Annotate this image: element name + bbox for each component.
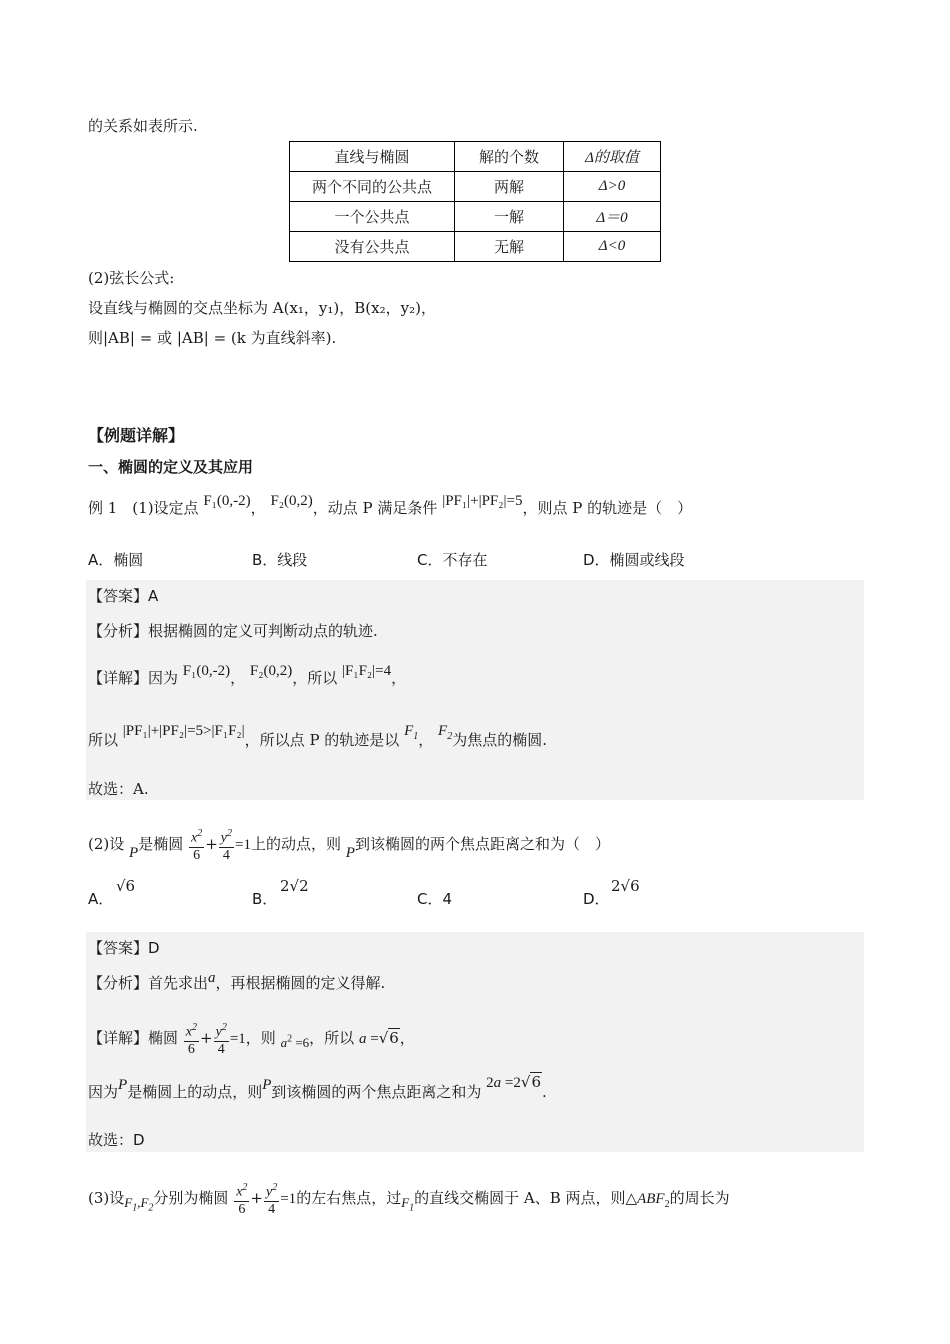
detail-1-label: 【详解】因为 (88, 669, 179, 687)
point-f1: F₁(0,-2) (203, 493, 251, 509)
option-a: A． (88, 890, 114, 908)
option-b-value: 2√2 (280, 877, 309, 895)
ex1-q2-prefix: (2)设 (88, 834, 125, 853)
ex1-q3-line: (3)设$F_1,F_2$分别为椭圆 $\frac{x^2}{6}$ + $\frac{y^2}{4}$ =1的左右焦点，过$F_1$的直线交椭圆于 A、B 两点，则$\triangle ABF_2$的周长为 (88, 1182, 730, 1217)
ex1-q2-mid: 是椭圆 (138, 834, 184, 853)
option-c: C．4 (417, 890, 453, 908)
table-cell: 一个公共点 (290, 202, 455, 232)
detail-1b-suffix: 为焦点的椭圆. (452, 731, 547, 749)
detail-2-2c: 到该椭圆的两个焦点距离之和为 (271, 1083, 482, 1101)
answer-block-1 (86, 580, 864, 800)
detail-2c: ，所以 (309, 1028, 355, 1047)
ex1-q1-prefix: 例 1 (1)设定点 (88, 499, 199, 517)
ex1-q2-mid2: 上的动点，则 (250, 834, 341, 853)
point-f1: F₁(0,-2) (182, 663, 231, 679)
condition-expr: |PF₁|+|PF₂|=5 (442, 493, 523, 509)
ex1-q1-line: 例 1 (1)设定点 F₁(0,-2)， F₂(0,2)，动点 P 满足条件 |PF₁|+|PF₂|=5，则点 P 的轨迹是（ ） (88, 493, 693, 517)
option-b: B．线段 (252, 551, 308, 569)
answer-1: 【答案】A (88, 587, 159, 605)
ex1-q3-mid: 分别为椭圆 (153, 1188, 229, 1207)
section-subheading: 一、椭圆的定义及其应用 (88, 458, 254, 476)
choice-2: 故选：D (88, 1131, 145, 1149)
table-cell: 两个不同的公共点 (290, 172, 455, 202)
ex1-q3-mid2: 的左右焦点，过 (296, 1188, 402, 1207)
ex1-q1-mid: ，动点 P 满足条件 (312, 499, 438, 517)
answer-2: 【答案】D (88, 939, 160, 957)
analysis-2a: 【分析】首先求出 (88, 974, 209, 992)
table-cell: Δ<0 (564, 232, 661, 262)
analysis-1: 【分析】根据椭圆的定义可判断动点的轨迹. (88, 622, 378, 640)
detail-2-2b: 是椭圆上的动点，则 (127, 1083, 263, 1101)
table-header-cell: 解的个数 (455, 142, 564, 172)
ex1-q3-prefix: (3)设 (88, 1188, 125, 1207)
detail-2-line2: 因为P是椭圆上的动点，则P到该椭圆的两个焦点距离之和为 2a =2√6. (88, 1073, 547, 1101)
detail-2a: 【详解】椭圆 (88, 1028, 179, 1047)
chord-line1: 设直线与椭圆的交点坐标为 A(x₁，y₁)，B(x₂，y₂)， (88, 299, 436, 317)
ex1-q2-line: (2)设 P是椭圆 $\frac{x^2}{6}$ + $\frac{y^2}{4}$ =1上的动点，则 P到该椭圆的两个焦点距离之和为（ ） (88, 828, 610, 863)
table-header-cell: Δ的取值 (564, 142, 661, 172)
point-f2: F₂(0,2) (249, 663, 293, 679)
table-row (290, 232, 661, 262)
detail-1-mid: ，所以 (292, 669, 338, 687)
ex1-q2-suffix: 到该椭圆的两个焦点距离之和为（ ） (354, 834, 610, 853)
chord-line2: 则|AB| = 或 |AB| = (k 为直线斜率). (88, 329, 337, 347)
choice-1: 故选：A. (88, 780, 149, 798)
chord-title: (2)弦长公式: (88, 269, 175, 287)
option-c: C．不存在 (417, 551, 488, 569)
analysis-2: 【分析】首先求出a，再根据椭圆的定义得解. (88, 970, 386, 992)
table-header-row (290, 142, 661, 172)
option-a: A．椭圆 (88, 551, 144, 569)
table-row (290, 172, 661, 202)
option-b: B． (252, 890, 278, 908)
detail-1b-mid: ，所以点 P 的轨迹是以 (244, 731, 400, 749)
option-d-value: 2√6 (611, 877, 640, 895)
ex1-q3-mid3: 的直线交椭圆于 A、B 两点，则 (414, 1188, 626, 1207)
detail-1-line2: 所以 |PF₁|+|PF₂|=5>|F₁F₂|，所以点 P 的轨迹是以 $F_1$， $F_2$为焦点的椭圆. (88, 723, 547, 749)
f1f2-distance: |F₁F₂|=4 (342, 663, 392, 679)
inequality-expr: |PF₁|+|PF₂|=5>|F₁F₂| (122, 723, 245, 739)
detail-2-2a: 因为 (88, 1083, 119, 1101)
table-cell: 两解 (455, 172, 564, 202)
relation-table (289, 141, 661, 262)
detail-2b: ，则 (245, 1028, 276, 1047)
option-d: D．椭圆或线段 (583, 551, 685, 569)
analysis-2b: ，再根据椭圆的定义得解. (215, 974, 386, 992)
table-header-cell: 直线与椭圆 (290, 142, 455, 172)
table-cell: 无解 (455, 232, 564, 262)
option-d: D． (583, 890, 610, 908)
point-f2: F₂(0,2) (270, 493, 313, 509)
table-cell: Δ>0 (564, 172, 661, 202)
table-cell: Δ＝0 (564, 202, 661, 232)
option-a-value: √6 (116, 877, 136, 895)
detail-1-line1: 【详解】因为 F₁(0,-2)， F₂(0,2)，所以 |F₁F₂|=4， (88, 663, 407, 687)
ex1-q3-suffix: 的周长为 (669, 1188, 730, 1207)
detail-1b-prefix: 所以 (88, 731, 119, 749)
table-row (290, 202, 661, 232)
table-cell: 一解 (455, 202, 564, 232)
intro-line: 的关系如表所示. (88, 117, 198, 135)
table-cell: 没有公共点 (290, 232, 455, 262)
ex1-q1-suffix: ，则点 P 的轨迹是（ ） (522, 499, 693, 517)
section-heading: 【例题详解】 (88, 426, 185, 445)
detail-2-line1: 【详解】椭圆 $\frac{x^2}{6}$ + $\frac{y^2}{4}$ =1，则 $a^2 =6$，所以 a =√6， (88, 1022, 415, 1057)
